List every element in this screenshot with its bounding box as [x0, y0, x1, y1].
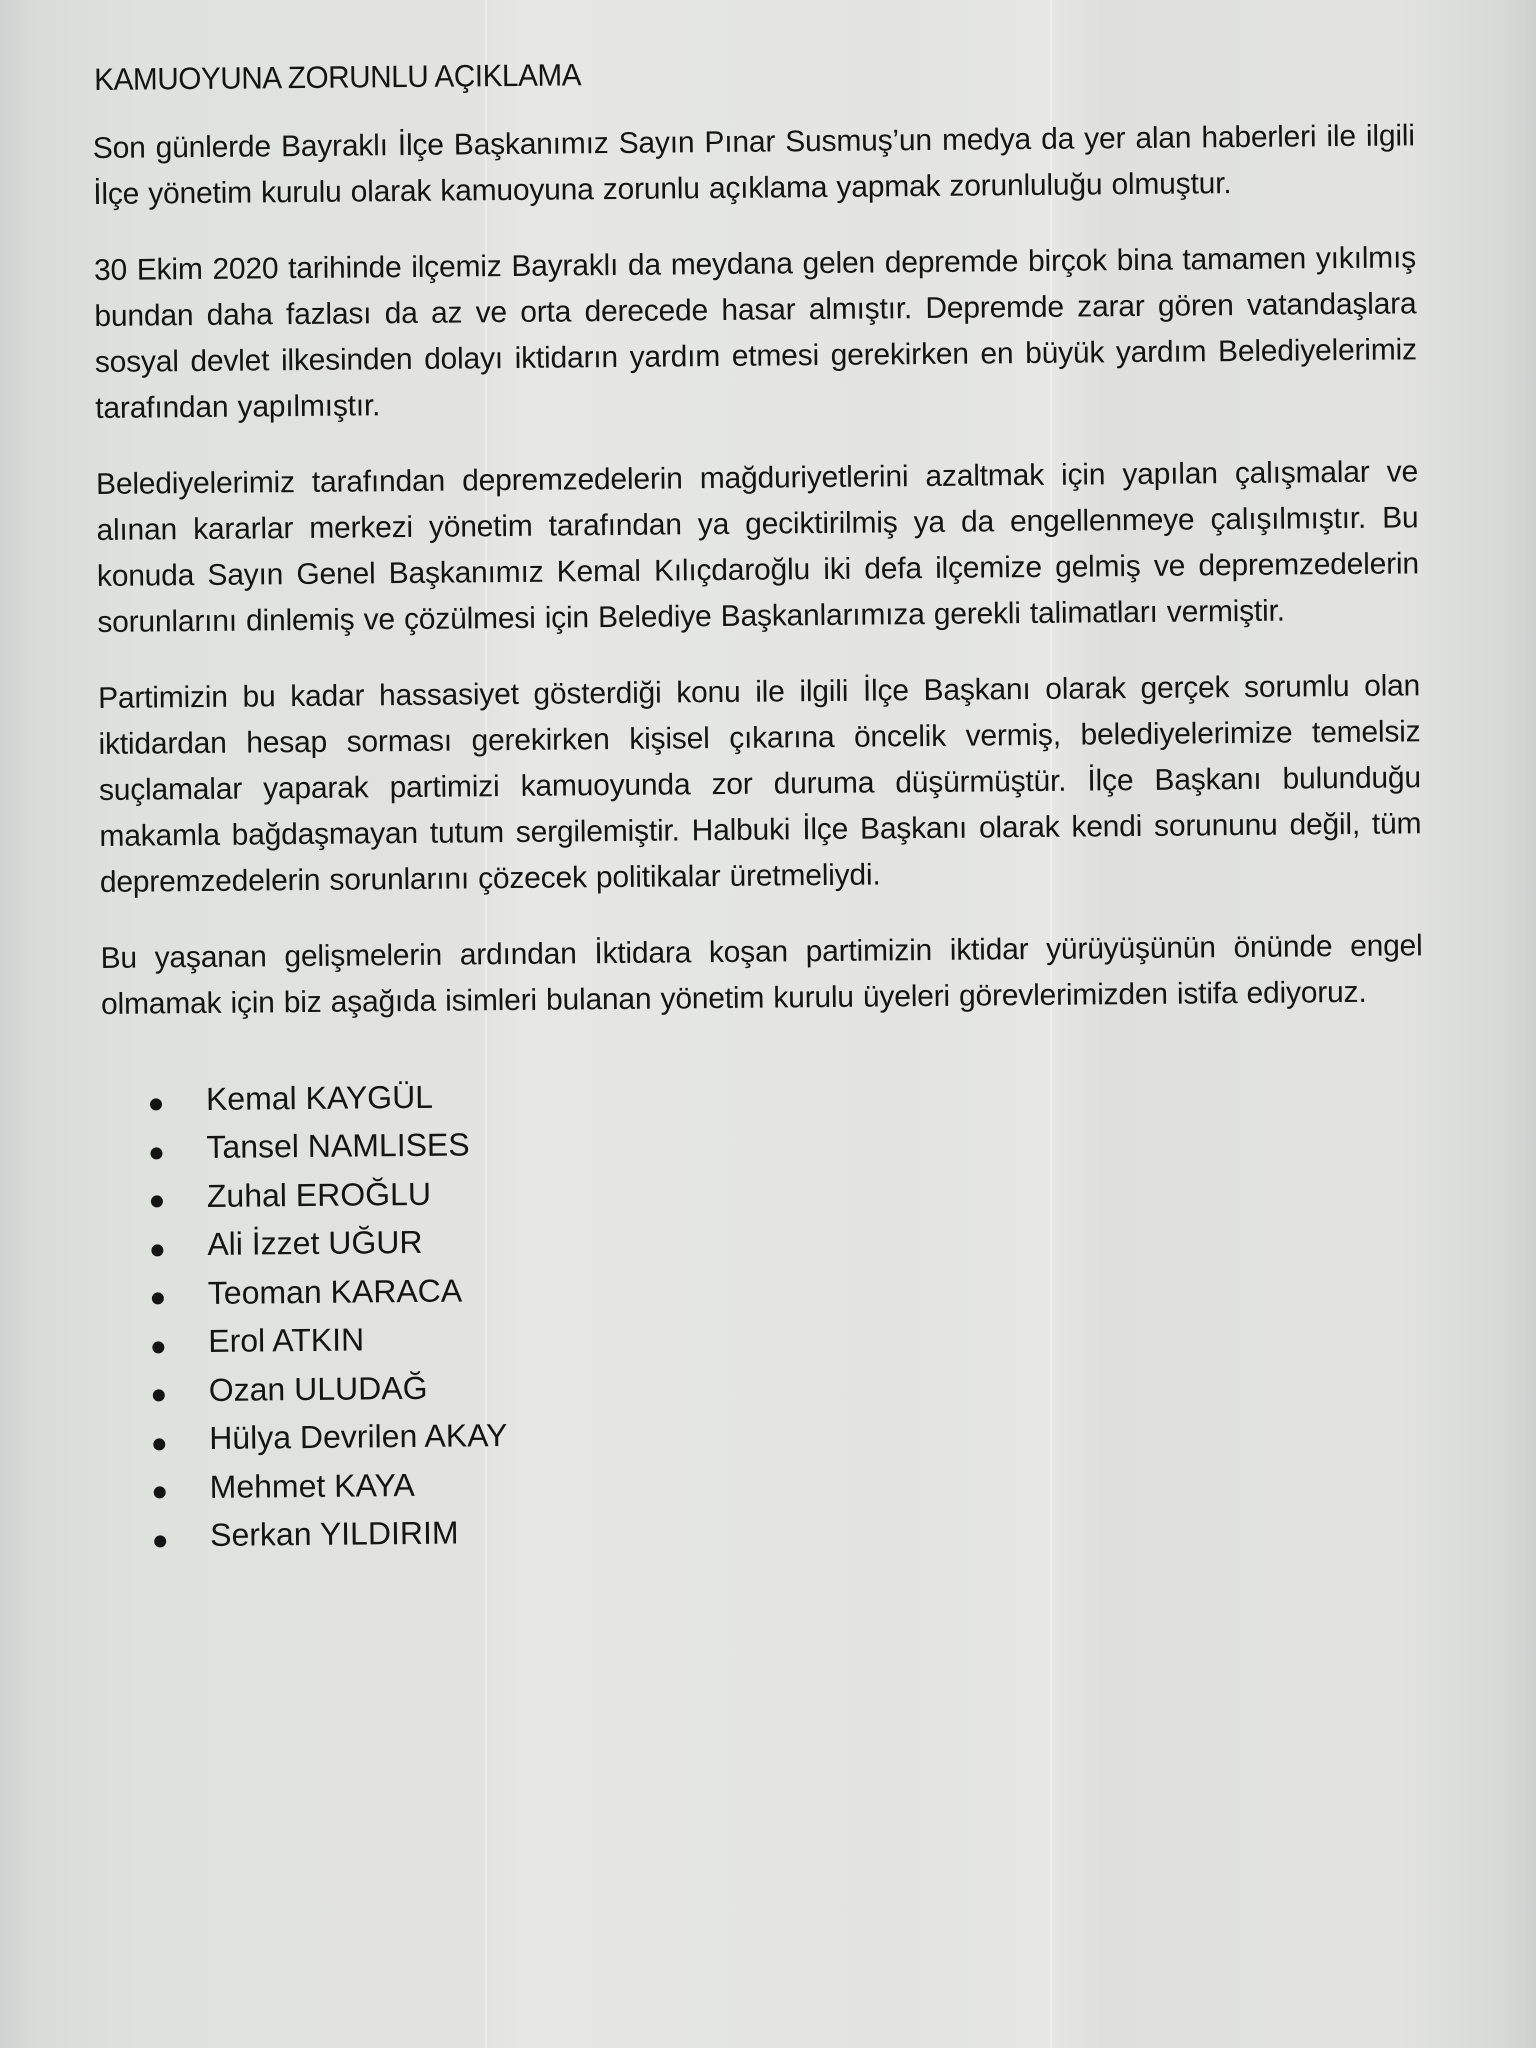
- signatory-name: Hülya Devrilen AKAY: [209, 1417, 508, 1457]
- document-body: [92, 49, 1428, 1561]
- bullet-icon: [154, 1487, 166, 1499]
- signatory-name: Serkan YILDIRIM: [209, 1514, 459, 1554]
- document-title: KAMUOYUNA ZORUNLU AÇIKLAMA: [93, 57, 582, 97]
- signatory-name: Kemal KAYGÜL: [205, 1078, 434, 1117]
- signatory-name: Ozan ULUDAĞ: [208, 1369, 428, 1408]
- signatory-name: Tansel NAMLISES: [206, 1126, 470, 1166]
- signatory-name: Erol ATKIN: [208, 1321, 365, 1360]
- paragraph-earthquake: 30 Ekim 2020 tarihinde ilçemiz Bayraklı da meydana gelen depremde birçok bina tamamen yıkılmış bundan daha fazlası da az ve orta derecede hasar almıştır. Depremde zarar gören vatandaşlara sosyal devlet ilkesinden dolayı iktidarın yardım etmesi gerekirken en büyük yardım Belediyelerimiz tarafından yapılmıştır.: [93, 241, 1417, 425]
- signatory-name: Ali İzzet UĞUR: [207, 1224, 423, 1263]
- signatory-name: Teoman KARACA: [207, 1272, 463, 1311]
- paragraph-intro: Son günlerde Bayraklı İlçe Başkanımız Sayın Pınar Susmuş’un medya da yer alan haberleri ile ilgili İlçe yönetim kurulu olarak kamuoyuna zorunlu açıklama yapmak zorunluluğu olmuştur.: [92, 119, 1415, 211]
- bullet-icon: [152, 1341, 164, 1353]
- bullet-icon: [153, 1390, 165, 1402]
- bullet-icon: [151, 1244, 163, 1256]
- bullet-icon: [152, 1293, 164, 1305]
- bullet-icon: [153, 1438, 165, 1450]
- bullet-icon: [151, 1196, 163, 1208]
- bullet-icon: [150, 1099, 162, 1111]
- signatory-list: [150, 1063, 1429, 1560]
- paragraph-municipalities: Belediyelerimiz tarafından depremzedelerin mağduriyetlerini azaltmak için yapılan çalışmalar ve alınan kararlar merkezi yönetim tarafından ya geciktirilmiş ya da engellenmeye çalışılmıştır. Bu konuda Sayın Genel Başkanımız Kemal Kılıçdaroğlu iki defa ilçemize gelmiş ve depremzedelerin sorunlarını dinlemiş ve çözülmesi için Belediye Başkanlarımıza gerekli talimatları vermiştir.: [95, 455, 1420, 639]
- paragraph-criticism: Partimizin bu kadar hassasiyet gösterdiği konu ile ilgili İlçe Başkanı olarak gerçek sorumlu olan iktidardan hesap sorması gerekirken kişisel çıkarına öncelik vermiş, belediyelerimize temelsiz suçlamalar yaparak partimizi kamuoyunda zor duruma düşürmüştür. İlçe Başkanı bulunduğu makamla bağdaşmayan tutum sergilemiştir. Halbuki İlçe Başkanı olarak kendi sorununu değil, tüm depremzedelerin sorunlarını çözecek politikalar üretmeliydi.: [97, 669, 1422, 899]
- bullet-icon: [154, 1535, 166, 1547]
- bullet-icon: [150, 1147, 162, 1159]
- signatory-name: Zuhal EROĞLU: [206, 1175, 432, 1214]
- paragraph-resignation: Bu yaşanan gelişmelerin ardından İktidara koşan partimizin iktidar yürüyüşünün önünde engel olmamak için biz aşağıda isimleri bulanan yönetim kurulu üyeleri görevlerimizden istifa ediyoruz.: [100, 929, 1423, 1021]
- signatory-name: Mehmet KAYA: [209, 1466, 415, 1505]
